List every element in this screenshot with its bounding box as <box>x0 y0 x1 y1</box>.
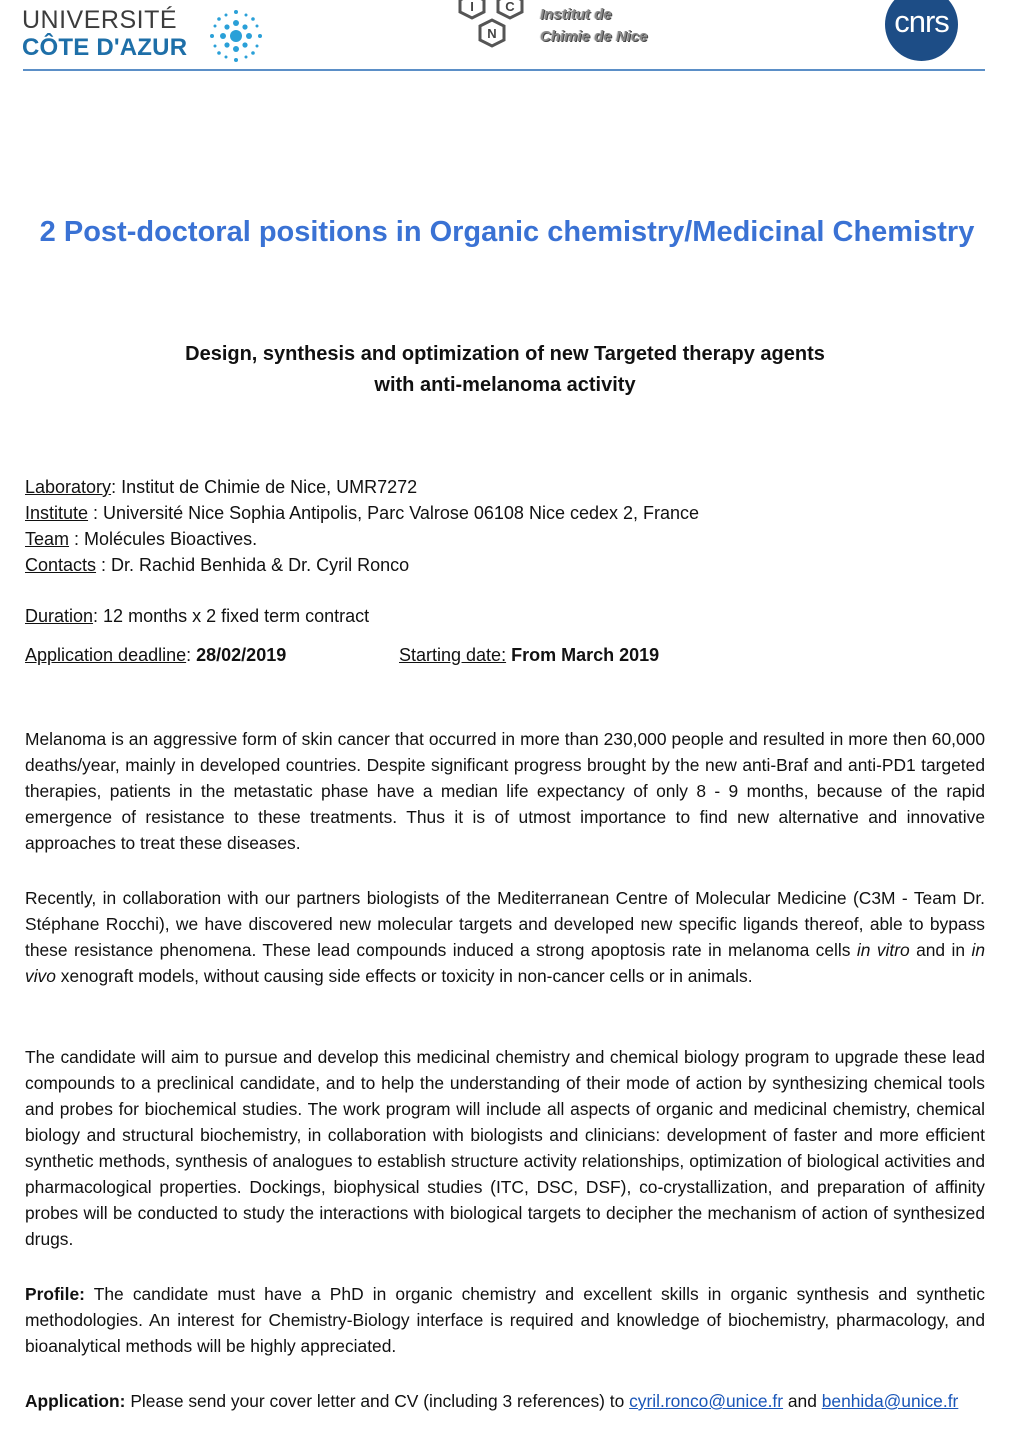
subtitle-line2: with anti-melanoma activity <box>374 374 636 396</box>
deadline-label: Application deadline <box>25 645 187 665</box>
paragraph-melanoma: Melanoma is an aggressive form of skin cancer that occurred in more than 230,000 people and resulted in more then 60,000 deaths/year, mainly in developed countries. Despite significant progress brought by the new anti-Braf and anti-PD1 targeted therapies, patients in the metastatic phase have a median life expectancy of only 8 - 9 months, because of the rapid emergence of resistance to these treatments. Thus it is of utmost importance to find new alternative and innovative approaches to treat these diseases. <box>25 729 985 853</box>
icn-hexagons-icon <box>452 0 542 60</box>
paragraph-application <box>25 1388 985 1414</box>
team-line <box>25 526 995 552</box>
profile-text: The candidate must have a PhD in organic chemistry and excellent skills in organic synthesis and synthetic methodologies. An interest for Chemistry-Biology interface is required and knowledge of biochemistry, pharmacology, and bioanalytical methods will be highly appreciated. <box>25 1284 985 1356</box>
contacts-label: Contacts <box>25 555 97 575</box>
icn-letter-n: N <box>487 26 497 41</box>
deadline-colon: : <box>186 645 197 665</box>
cnrs-logo <box>885 0 958 61</box>
uca-logo-line1: UNIVERSITÉ <box>22 6 178 34</box>
dates-line <box>25 642 995 668</box>
deadline-value: 28/02/2019 <box>196 645 287 665</box>
team-label: Team <box>25 529 70 549</box>
start-date-group <box>399 642 659 668</box>
laboratory-line <box>25 474 995 500</box>
icn-logo-line1: Institut de <box>540 6 612 23</box>
in-vivo-term: in vivo <box>25 940 985 986</box>
paragraph-collaboration <box>25 885 985 989</box>
in-vitro-term: in vitro <box>856 940 910 960</box>
icn-letter-c: C <box>505 0 515 14</box>
icn-letter-i: I <box>470 0 474 14</box>
paragraph-program: The candidate will aim to pursue and develop this medicinal chemistry and chemical biology program to upgrade these lead compounds to a preclinical candidate, and to help the understanding of their mode of action by synthesizing chemical tools and probes for biochemical studies. The work program will include all aspects of organic and medicinal chemistry, chemical biology and structural biochemistry, in collaboration with biologists and clinicians: development of faster and more efficient synthetic methods, synthesis of analogues to establish structure activity relationships, optimization of biological activities and pharmacological properties. Dockings, biophysical studies (ITC, DSC, DSF), co-crystallization, and preparation of affinity probes will be conducted to study the interactions with biological targets to decipher the mechanism of action of synthesized drugs. <box>25 1047 985 1249</box>
duration-line <box>25 603 995 629</box>
cnrs-logo-text: cnrs <box>894 4 949 39</box>
uca-dot-star-icon <box>208 8 264 64</box>
institute-value: : Université Nice Sophia Antipolis, Parc Valrose 06108 Nice cedex 2, France <box>88 503 700 523</box>
paragraph-collaboration-c: xenograft models, without causing side effects or toxicity in non-cancer cells or in animals. <box>55 966 753 986</box>
universite-cote-azur-logo <box>22 6 252 62</box>
start-date-value: From March 2019 <box>511 645 660 665</box>
subtitle-line1: Design, synthesis and optimization of new Targeted therapy agents <box>185 343 825 365</box>
paragraph-profile <box>25 1281 985 1359</box>
page-title: 2 Post-doctoral positions in Organic chemistry/Medicinal Chemistry <box>39 216 975 248</box>
header-divider <box>23 69 985 71</box>
project-subtitle <box>0 339 1010 401</box>
contacts-line <box>25 552 995 578</box>
institute-label: Institute <box>25 503 89 523</box>
application-text: Please send your cover letter and CV (including 3 references) to <box>125 1391 630 1411</box>
page-header <box>0 0 1014 72</box>
institute-line <box>25 500 995 526</box>
start-date-label: Starting date: <box>399 645 507 665</box>
email-link-benhida[interactable]: benhida@unice.fr <box>821 1391 959 1411</box>
laboratory-label: Laboratory <box>25 477 112 497</box>
uca-logo-line2: CÔTE D'AZUR <box>22 34 188 61</box>
duration-value: : 12 months x 2 fixed term contract <box>93 606 370 626</box>
duration-label: Duration <box>25 606 94 626</box>
institut-chimie-nice-logo <box>452 0 662 60</box>
paragraph-collaboration-a: Recently, in collaboration with our partners biologists of the Mediterranean Centre of Molecular Medicine (C3M - Team Dr. Stéphane Rocchi), we have discovered new molecular targets and developed new specific ligands thereof, able to bypass these resistance phenomena. These lead compounds induced a strong apoptosis rate in melanoma cells <box>25 888 985 960</box>
application-label: Application: <box>25 1391 126 1411</box>
application-and: and <box>783 1391 822 1411</box>
contacts-value: : Dr. Rachid Benhida & Dr. Cyril Ronco <box>96 555 410 575</box>
profile-label: Profile: <box>25 1284 85 1304</box>
team-value: : Molécules Bioactives. <box>69 529 258 549</box>
paragraph-collaboration-b: and in <box>909 940 972 960</box>
icn-logo-line2: Chimie de Nice <box>540 28 648 45</box>
email-link-ronco[interactable]: cyril.ronco@unice.fr <box>629 1391 784 1411</box>
laboratory-value: : Institut de Chimie de Nice, UMR7272 <box>111 477 418 497</box>
